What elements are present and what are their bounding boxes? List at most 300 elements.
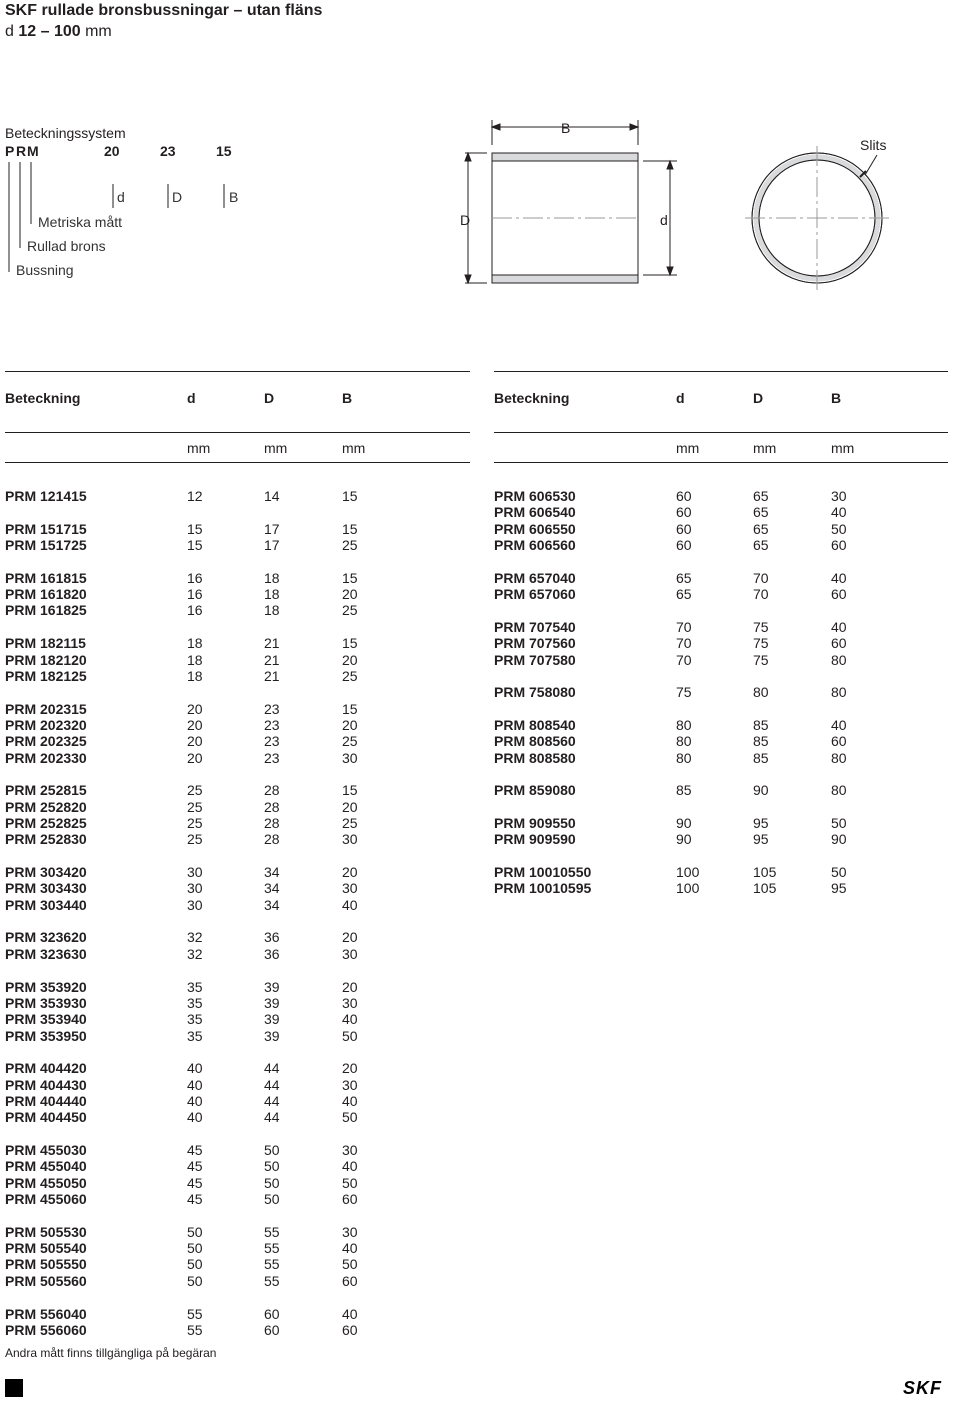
cell-big-d: 28 — [264, 782, 280, 799]
table-right-header-rule — [494, 432, 948, 433]
cell-d: 32 — [187, 929, 203, 946]
cell-d: 50 — [187, 1240, 203, 1257]
cell-d: 75 — [676, 684, 692, 701]
cell-designation: PRM 303440 — [5, 896, 87, 913]
cell-big-d: 75 — [753, 635, 769, 652]
cell-big-d: 55 — [264, 1223, 280, 1240]
cell-b: 95 — [831, 880, 847, 897]
cell-b: 15 — [342, 569, 358, 586]
table-row — [5, 586, 405, 603]
cell-designation: PRM 606550 — [494, 520, 576, 537]
right-header-big-d: D — [753, 390, 764, 406]
cell-designation: PRM 353940 — [5, 1011, 87, 1028]
table-row — [5, 1322, 405, 1339]
cell-big-d: 44 — [264, 1076, 280, 1093]
code-part-m: M — [27, 143, 39, 159]
cell-big-d: 95 — [753, 831, 769, 848]
cell-b: 30 — [831, 488, 847, 504]
cell-designation: PRM 151715 — [5, 520, 87, 537]
cell-d: 15 — [187, 520, 203, 537]
cell-d: 45 — [187, 1142, 203, 1158]
cell-b: 50 — [831, 864, 847, 881]
cell-b: 50 — [342, 1256, 358, 1273]
cell-designation: PRM 657040 — [494, 569, 576, 586]
cell-designation: PRM 455050 — [5, 1174, 87, 1191]
cell-designation: PRM 909550 — [494, 815, 576, 831]
cell-b: 90 — [831, 831, 847, 848]
cell-d: 16 — [187, 586, 203, 603]
cell-d: 35 — [187, 1027, 203, 1044]
cell-d: 50 — [187, 1223, 203, 1240]
table-row — [494, 619, 894, 636]
cell-d: 90 — [676, 815, 692, 831]
cell-d: 25 — [187, 782, 203, 799]
table-left-top-rule — [5, 371, 470, 372]
subtitle-range: 12 – 100 — [18, 23, 81, 40]
cell-big-d: 36 — [264, 945, 280, 962]
cell-d: 70 — [676, 618, 692, 635]
cell-designation: PRM 202315 — [5, 700, 87, 717]
cell-designation: PRM 252830 — [5, 831, 87, 848]
cell-big-d: 44 — [264, 1060, 280, 1077]
table-row — [494, 864, 894, 881]
table-row — [5, 521, 405, 538]
cell-big-d: 23 — [264, 716, 280, 733]
footnote: Andra mått finns tillgängliga på begäran — [5, 1346, 217, 1360]
cell-designation: PRM 404450 — [5, 1109, 87, 1126]
cell-designation: PRM 455030 — [5, 1142, 87, 1158]
cell-big-d: 50 — [264, 1174, 280, 1191]
cell-b: 50 — [342, 1109, 358, 1126]
cell-d: 50 — [187, 1272, 203, 1289]
cell-d: 18 — [187, 635, 203, 652]
table-row — [5, 929, 405, 946]
left-unit-big-d: mm — [264, 440, 288, 456]
cell-big-d: 75 — [753, 618, 769, 635]
cell-designation: PRM 556040 — [5, 1305, 87, 1322]
subtitle-unit: mm — [85, 23, 112, 40]
cell-big-d: 60 — [264, 1321, 280, 1338]
code-part-p: P — [5, 143, 15, 159]
cell-big-d: 28 — [264, 831, 280, 848]
cell-d: 85 — [676, 782, 692, 799]
cell-b: 60 — [831, 537, 847, 554]
cell-b: 60 — [342, 1272, 358, 1289]
cell-b: 40 — [342, 896, 358, 913]
cell-b: 30 — [342, 1142, 358, 1158]
cell-designation: PRM 161820 — [5, 586, 87, 603]
table-row — [5, 1028, 405, 1045]
cell-big-d: 65 — [753, 504, 769, 521]
table-row — [5, 1240, 405, 1257]
cell-big-d: 39 — [264, 994, 280, 1011]
cell-d: 25 — [187, 831, 203, 848]
cell-designation: PRM 353930 — [5, 994, 87, 1011]
page-marker — [5, 1379, 23, 1397]
cell-b: 25 — [342, 667, 358, 684]
table-row — [5, 815, 405, 832]
cell-d: 30 — [187, 880, 203, 897]
cell-designation: PRM 303420 — [5, 864, 87, 881]
cell-designation: PRM 161825 — [5, 602, 87, 619]
meaning-metric: Metriska mått — [38, 214, 123, 230]
cell-designation: PRM 202325 — [5, 733, 87, 750]
cell-designation: PRM 505540 — [5, 1240, 87, 1257]
table-row — [494, 815, 894, 832]
table-row — [5, 602, 405, 619]
cell-designation: PRM 707540 — [494, 618, 576, 635]
cell-designation: PRM 353950 — [5, 1027, 87, 1044]
code-part-d-value: 20 — [104, 143, 120, 159]
table-row — [5, 1060, 405, 1077]
left-header-big-d: D — [264, 390, 275, 406]
code-part-b-value: 15 — [216, 143, 232, 159]
cell-designation: PRM 404440 — [5, 1092, 87, 1109]
cell-b: 20 — [342, 651, 358, 668]
cell-b: 30 — [342, 994, 358, 1011]
drawing-slit-label: Slits — [860, 137, 887, 153]
cell-big-d: 36 — [264, 929, 280, 946]
cell-b: 60 — [342, 1321, 358, 1338]
cell-b: 80 — [831, 651, 847, 668]
cell-designation: PRM 404430 — [5, 1076, 87, 1093]
code-part-r: R — [16, 143, 27, 159]
dim-label-b: B — [229, 189, 239, 205]
cell-designation: PRM 252820 — [5, 798, 87, 815]
cell-b: 50 — [831, 520, 847, 537]
skf-logo — [903, 1379, 955, 1403]
cell-big-d: 55 — [264, 1272, 280, 1289]
cell-d: 20 — [187, 733, 203, 750]
cell-designation: PRM 657060 — [494, 586, 576, 603]
cell-b: 40 — [342, 1305, 358, 1322]
table-row — [5, 537, 405, 554]
cell-designation: PRM 10010550 — [494, 864, 592, 881]
left-header-designation: Beteckning — [5, 390, 81, 406]
cell-designation: PRM 606530 — [494, 488, 576, 504]
cell-designation: PRM 556060 — [5, 1321, 87, 1338]
table-row — [5, 979, 405, 996]
table-row — [5, 1093, 405, 1110]
table-row — [5, 733, 405, 750]
cell-big-d: 17 — [264, 537, 280, 554]
code-part-big-d-value: 23 — [160, 143, 176, 159]
cell-d: 50 — [187, 1256, 203, 1273]
table-row — [494, 733, 894, 750]
table-row — [494, 570, 894, 587]
cell-big-d: 39 — [264, 978, 280, 995]
cell-designation: PRM 707580 — [494, 651, 576, 668]
cell-b: 40 — [831, 504, 847, 521]
cell-designation: PRM 606540 — [494, 504, 576, 521]
cell-d: 90 — [676, 831, 692, 848]
table-row — [5, 652, 405, 669]
cell-big-d: 95 — [753, 815, 769, 831]
drawing-inner-diameter-label: d — [660, 212, 668, 228]
left-unit-d: mm — [187, 440, 211, 456]
cell-d: 40 — [187, 1076, 203, 1093]
left-unit-b: mm — [342, 440, 366, 456]
table-row — [5, 1142, 405, 1159]
cell-designation: PRM 859080 — [494, 782, 576, 799]
cell-big-d: 70 — [753, 569, 769, 586]
cell-designation: PRM 808560 — [494, 733, 576, 750]
cell-d: 65 — [676, 586, 692, 603]
table-row — [494, 537, 894, 554]
cell-b: 50 — [342, 1027, 358, 1044]
cell-big-d: 23 — [264, 700, 280, 717]
table-row — [5, 1011, 405, 1028]
svg-text:SKF: SKF — [903, 1379, 942, 1397]
table-row — [494, 586, 894, 603]
cell-designation: PRM 182125 — [5, 667, 87, 684]
cell-d: 40 — [187, 1109, 203, 1126]
table-row — [5, 897, 405, 914]
cell-big-d: 70 — [753, 586, 769, 603]
cell-d: 20 — [187, 700, 203, 717]
cell-d: 65 — [676, 569, 692, 586]
cell-d: 55 — [187, 1321, 203, 1338]
cell-big-d: 44 — [264, 1092, 280, 1109]
cell-designation: PRM 808540 — [494, 716, 576, 733]
cell-b: 15 — [342, 520, 358, 537]
cell-big-d: 34 — [264, 864, 280, 881]
right-header-b: B — [831, 390, 842, 406]
cell-big-d: 75 — [753, 651, 769, 668]
table-row — [494, 521, 894, 538]
cell-d: 45 — [187, 1174, 203, 1191]
cell-big-d: 60 — [264, 1305, 280, 1322]
cell-b: 15 — [342, 488, 358, 504]
cell-d: 60 — [676, 537, 692, 554]
cell-d: 60 — [676, 520, 692, 537]
table-row — [5, 717, 405, 734]
cell-big-d: 50 — [264, 1142, 280, 1158]
cell-b: 80 — [831, 782, 847, 799]
cell-big-d: 21 — [264, 667, 280, 684]
table-row — [5, 1306, 405, 1323]
table-row — [5, 1109, 405, 1126]
cell-d: 35 — [187, 1011, 203, 1028]
cell-b: 60 — [342, 1191, 358, 1208]
cell-designation: PRM 455060 — [5, 1191, 87, 1208]
cell-designation: PRM 182120 — [5, 651, 87, 668]
table-row — [494, 684, 894, 701]
skf-logo-mark — [903, 1379, 955, 1397]
table-left-header-rule — [5, 432, 470, 433]
cell-b: 20 — [342, 978, 358, 995]
cell-b: 40 — [342, 1158, 358, 1175]
cell-b: 30 — [342, 1076, 358, 1093]
table-row — [5, 488, 405, 505]
cell-b: 20 — [342, 864, 358, 881]
cell-big-d: 39 — [264, 1027, 280, 1044]
table-row — [5, 635, 405, 652]
page-subtitle — [5, 23, 112, 41]
cell-designation: PRM 202330 — [5, 749, 87, 766]
table-row — [5, 668, 405, 685]
cell-designation: PRM 303430 — [5, 880, 87, 897]
cell-d: 16 — [187, 602, 203, 619]
cell-designation: PRM 808580 — [494, 749, 576, 766]
cell-big-d: 85 — [753, 733, 769, 750]
cell-b: 25 — [342, 602, 358, 619]
cell-b: 20 — [342, 798, 358, 815]
cell-designation: PRM 252815 — [5, 782, 87, 799]
table-row — [494, 488, 894, 505]
cell-big-d: 23 — [264, 749, 280, 766]
right-header-d: d — [676, 390, 685, 406]
meaning-rolled-bronze: Rullad brons — [27, 238, 106, 254]
cell-big-d: 28 — [264, 798, 280, 815]
table-row — [5, 1273, 405, 1290]
cell-big-d: 18 — [264, 586, 280, 603]
cell-d: 45 — [187, 1158, 203, 1175]
cell-big-d: 34 — [264, 880, 280, 897]
cell-d: 25 — [187, 815, 203, 831]
cell-d: 60 — [676, 488, 692, 504]
cell-big-d: 85 — [753, 749, 769, 766]
right-unit-big-d: mm — [753, 440, 777, 456]
cell-b: 40 — [342, 1011, 358, 1028]
cell-d: 15 — [187, 537, 203, 554]
cell-big-d: 105 — [753, 864, 777, 881]
cell-d: 70 — [676, 651, 692, 668]
cell-d: 55 — [187, 1305, 203, 1322]
cell-big-d: 80 — [753, 684, 769, 701]
cell-big-d: 55 — [264, 1256, 280, 1273]
right-unit-d: mm — [676, 440, 700, 456]
cell-d: 70 — [676, 635, 692, 652]
right-unit-b: mm — [831, 440, 855, 456]
cell-d: 25 — [187, 798, 203, 815]
cell-d: 80 — [676, 749, 692, 766]
cell-d: 80 — [676, 733, 692, 750]
cell-designation: PRM 455040 — [5, 1158, 87, 1175]
cell-b: 50 — [831, 815, 847, 831]
table-row — [5, 1224, 405, 1241]
table-row — [5, 1175, 405, 1192]
table-row — [5, 1256, 405, 1273]
table-row — [5, 750, 405, 767]
cell-d: 20 — [187, 749, 203, 766]
cell-designation: PRM 10010595 — [494, 880, 592, 897]
cell-b: 40 — [831, 618, 847, 635]
cell-big-d: 18 — [264, 569, 280, 586]
cell-designation: PRM 323620 — [5, 929, 87, 946]
cell-big-d: 55 — [264, 1240, 280, 1257]
cell-d: 18 — [187, 651, 203, 668]
table-row — [5, 880, 405, 897]
table-row — [5, 782, 405, 799]
table-right-top-rule — [494, 371, 948, 372]
cell-designation: PRM 606560 — [494, 537, 576, 554]
cell-b: 25 — [342, 733, 358, 750]
table-row — [5, 701, 405, 718]
table-row — [5, 864, 405, 881]
cell-big-d: 39 — [264, 1011, 280, 1028]
cell-big-d: 65 — [753, 520, 769, 537]
cell-designation: PRM 758080 — [494, 684, 576, 701]
table-left-unit-rule — [5, 462, 470, 463]
cell-designation: PRM 505530 — [5, 1223, 87, 1240]
table-row — [5, 1158, 405, 1175]
cell-designation: PRM 151725 — [5, 537, 87, 554]
cell-b: 20 — [342, 716, 358, 733]
cell-big-d: 105 — [753, 880, 777, 897]
meaning-bushing: Bussning — [16, 262, 74, 278]
cell-b: 25 — [342, 537, 358, 554]
cell-b: 30 — [342, 831, 358, 848]
cell-designation: PRM 404420 — [5, 1060, 87, 1077]
subtitle-prefix: d — [5, 23, 14, 40]
cell-big-d: 17 — [264, 520, 280, 537]
cell-b: 15 — [342, 782, 358, 799]
dim-label-big-d: D — [172, 189, 183, 205]
cell-d: 100 — [676, 880, 700, 897]
dim-label-d: d — [117, 189, 125, 205]
table-row — [5, 570, 405, 587]
cell-b: 30 — [342, 945, 358, 962]
cell-designation: PRM 909590 — [494, 831, 576, 848]
cell-d: 32 — [187, 945, 203, 962]
table-row — [5, 1077, 405, 1094]
cell-big-d: 50 — [264, 1191, 280, 1208]
cell-big-d: 14 — [264, 488, 280, 504]
table-right-unit-rule — [494, 462, 948, 463]
table-row — [5, 799, 405, 816]
cell-b: 50 — [342, 1174, 358, 1191]
drawing-width-label: B — [561, 120, 571, 136]
cell-big-d: 50 — [264, 1158, 280, 1175]
cell-designation: PRM 505560 — [5, 1272, 87, 1289]
table-row — [5, 1191, 405, 1208]
cell-big-d: 90 — [753, 782, 769, 799]
table-row — [494, 504, 894, 521]
cell-designation: PRM 202320 — [5, 716, 87, 733]
cell-d: 35 — [187, 994, 203, 1011]
cell-big-d: 18 — [264, 602, 280, 619]
cell-big-d: 21 — [264, 635, 280, 652]
cell-d: 30 — [187, 896, 203, 913]
table-row — [5, 831, 405, 848]
cell-b: 60 — [831, 586, 847, 603]
right-header-designation: Beteckning — [494, 390, 570, 406]
page-title: SKF rullade bronsbussningar – utan fläns — [5, 2, 323, 19]
cell-b: 30 — [342, 749, 358, 766]
table-row — [494, 782, 894, 799]
table-row — [5, 995, 405, 1012]
bushing-drawing — [455, 115, 895, 300]
left-header-d: d — [187, 390, 196, 406]
cell-designation: PRM 161815 — [5, 569, 87, 586]
cell-big-d: 65 — [753, 488, 769, 504]
cell-b: 40 — [831, 716, 847, 733]
designation-system-heading: Beteckningssystem — [5, 125, 126, 141]
cell-d: 100 — [676, 864, 700, 881]
cell-b: 80 — [831, 749, 847, 766]
cell-big-d: 65 — [753, 537, 769, 554]
cell-b: 40 — [342, 1092, 358, 1109]
cell-designation: PRM 323630 — [5, 945, 87, 962]
cell-b: 60 — [831, 635, 847, 652]
cell-big-d: 85 — [753, 716, 769, 733]
cell-d: 40 — [187, 1060, 203, 1077]
table-row — [494, 635, 894, 652]
cell-d: 80 — [676, 716, 692, 733]
cell-b: 15 — [342, 700, 358, 717]
table-row — [494, 880, 894, 897]
